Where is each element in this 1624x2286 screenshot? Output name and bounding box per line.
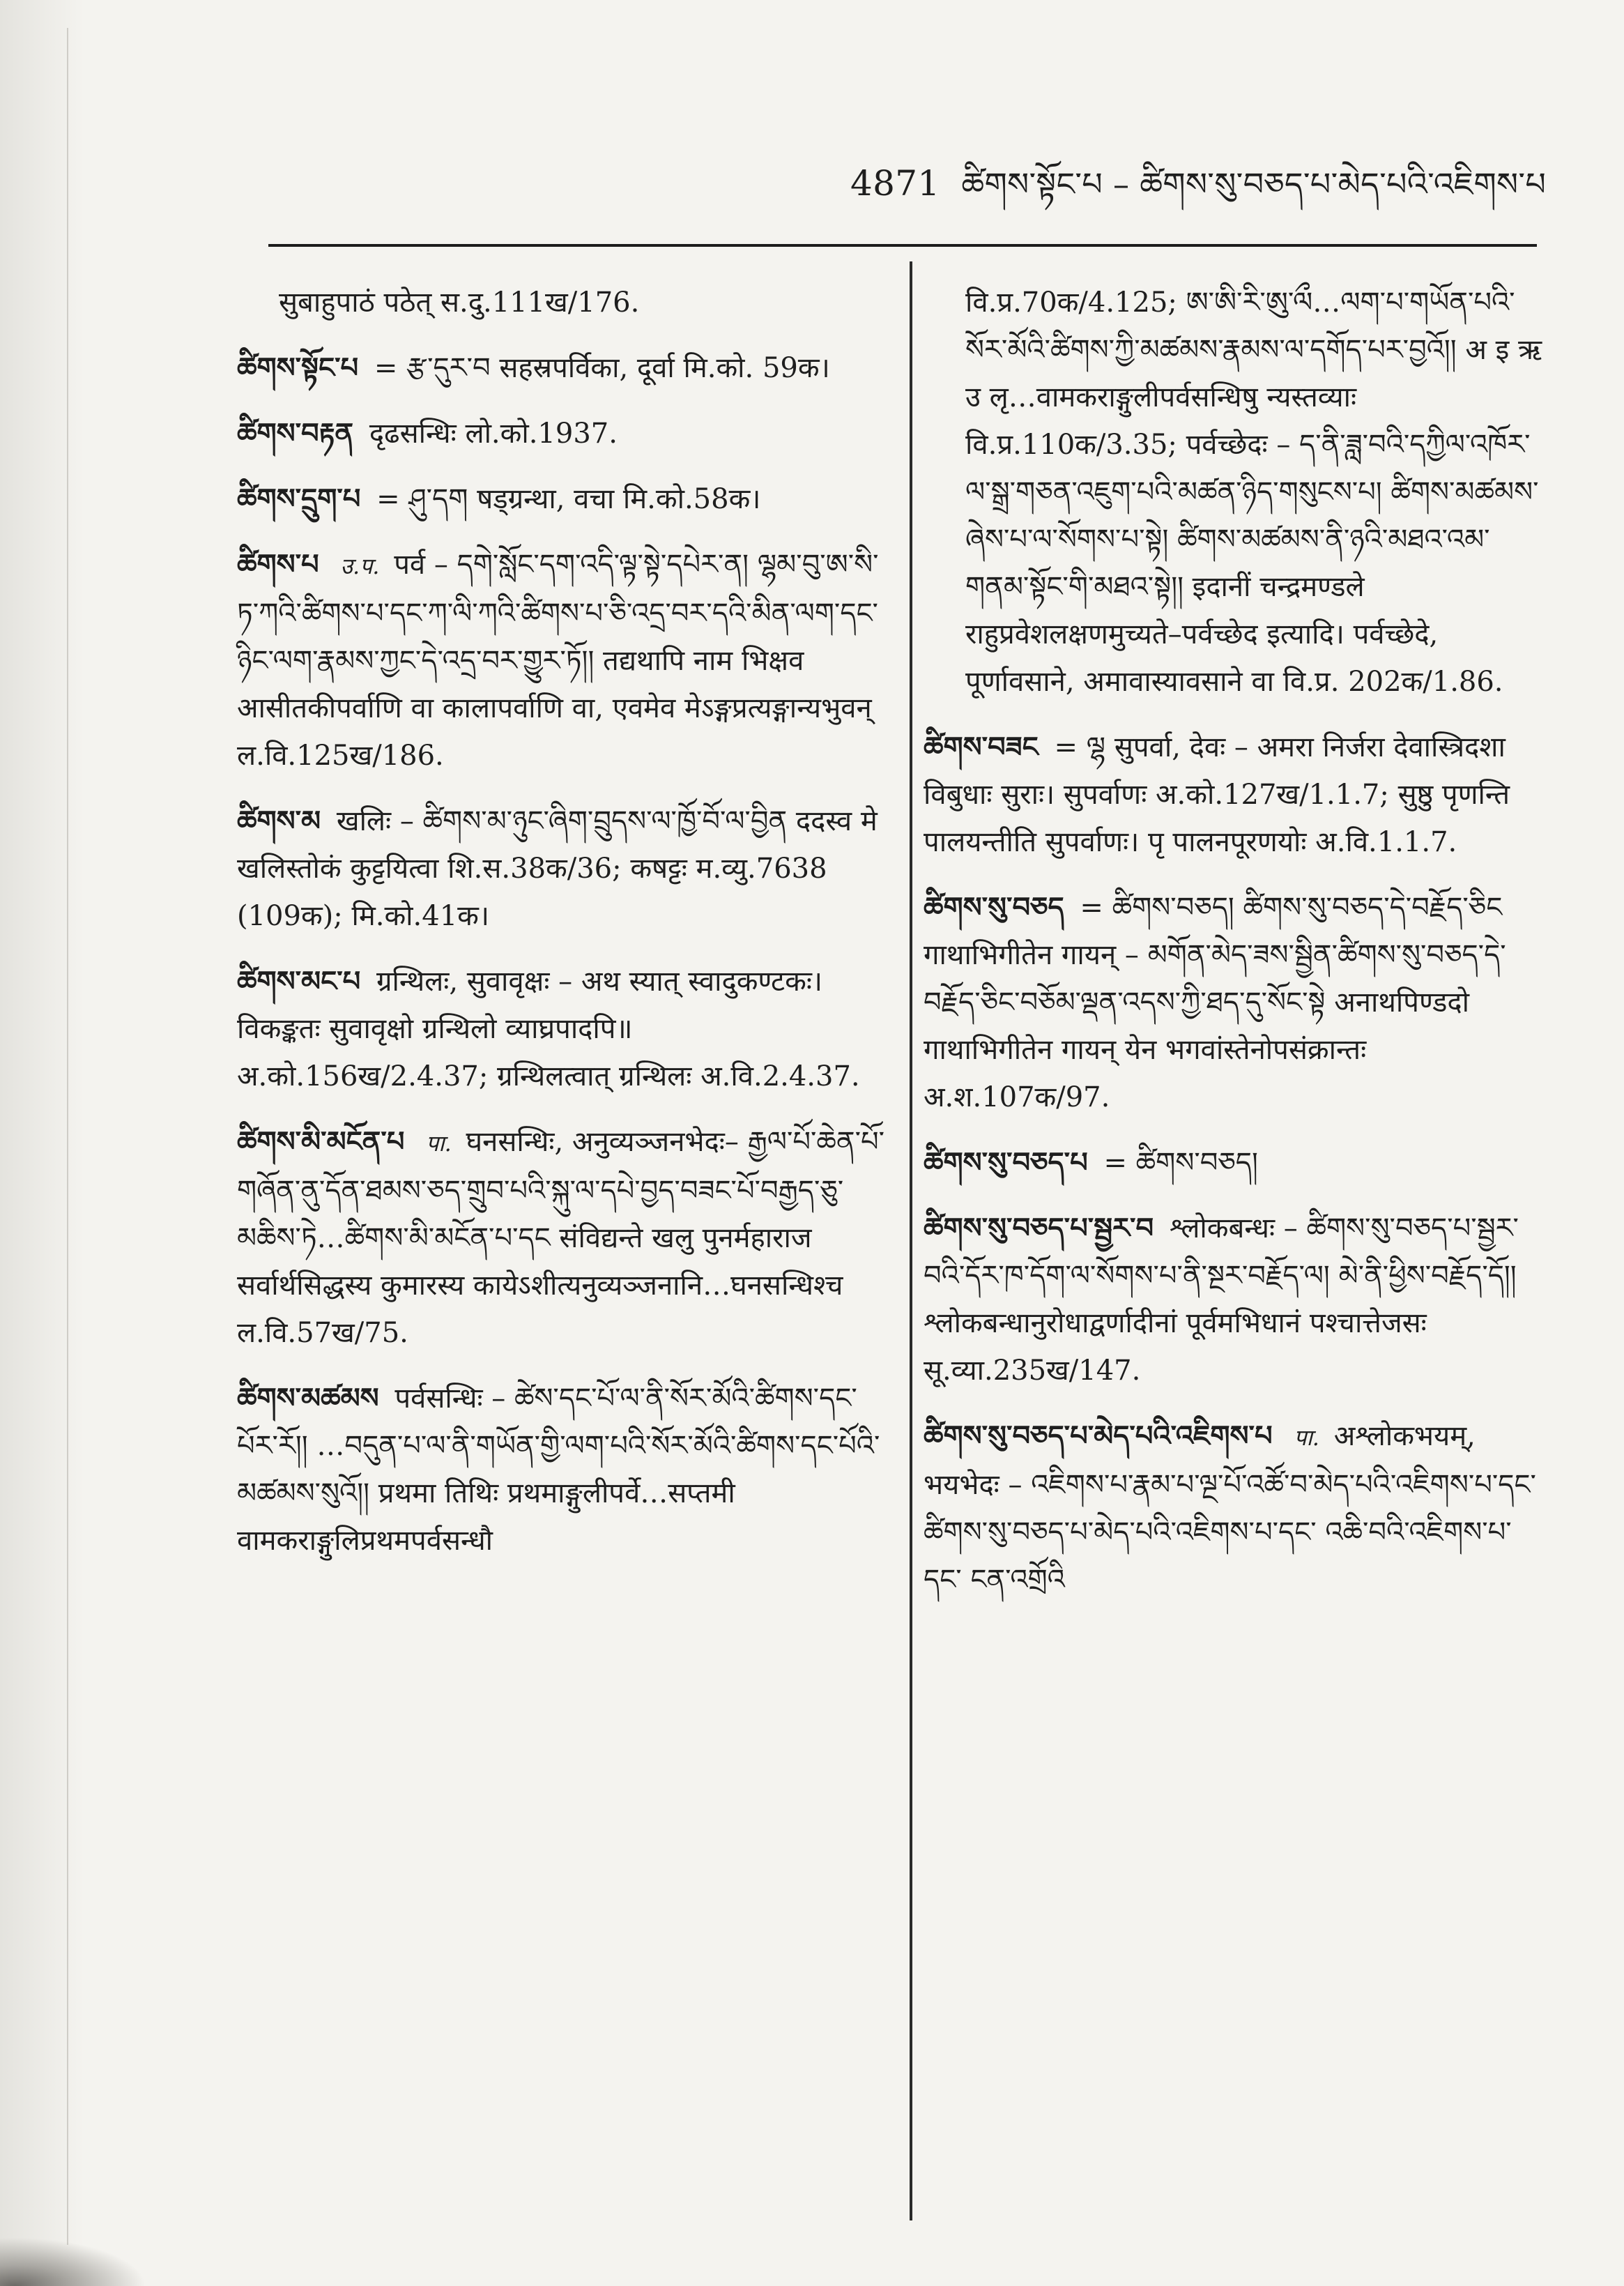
dictionary-entry xyxy=(237,279,885,326)
entry-headword: ཚིགས་དྲུག་པ xyxy=(237,482,361,515)
left-column xyxy=(237,279,885,1583)
entry-text: घनसन्धिः, अनुव्यञ्जनभेदः– རྒྱལ་པོ་ཆེན་པོ་གཞོན་ནུ་དོན་ཐམས་ཅད་གྲུབ་པའི་སྐུ་ལ་དཔེ་བྱད་བཟང་པོ་བརྒྱད་ཅུ་མཆིས་ཏེ…ཚིགས་མི་མངོན་པ་དང संविद्यन्ते खलु पुनर्महाराज सर्वार्थसिद्धस्य कुमारस्य कायेऽशीत्यनुव्यञ्जनानि…घनसन्धिश्च ल.वि.57ख/75. xyxy=(237,1126,885,1349)
dictionary-entry xyxy=(924,1139,1544,1187)
page-header xyxy=(850,149,1547,239)
dictionary-entry xyxy=(237,410,885,457)
dictionary-entry xyxy=(924,724,1544,866)
running-title: ཚིགས་སྟོང་པ – ཚིགས་སུ་བཅད་པ་མེད་པའི་འཇིགས་པ xyxy=(961,165,1547,203)
entry-text: पर्वसन्धिः – ཚེས་དང་པོ་ལ་ནི་སོར་མོའི་ཚིགས་དང་པོར་རོ།། …བདུན་པ་ལ་ནི་གཡོན་གྱི་ལག་པའི་སོར་མོའི་ཚིགས་དང་པོའི་མཚམས་སུའོ།། प्रथमा तिथिः प्रथमाङ्गुलीपर्वे…सप्तमी वामकराङ्गुलिप्रथमपर्वसन्धौ xyxy=(237,1382,880,1557)
entry-text: = ཤུ་དག षड्ग्रन्था, वचा मि.को.58क। xyxy=(376,483,761,515)
column-divider xyxy=(910,261,912,2220)
entry-text: अश्लोकभयम्, भयभेदः – འཇིགས་པ་རྣམ་པ་ལྔ་པོ་འཚོ་བ་མེད་པའི་འཇིགས་པ་དང་ཚིགས་སུ་བཅད་པ་མེད་པའི་འཇིགས་པ་དང་ འཆི་བའི་འཇིགས་པ་དང་ ངན་འགྲོའི xyxy=(924,1420,1536,1596)
dictionary-entry xyxy=(237,344,885,392)
dictionary-entry xyxy=(237,958,885,1100)
header-rule xyxy=(268,244,1537,247)
entry-headword: ཚིགས་མང་པ xyxy=(237,965,361,998)
entry-headword: ཚིགས་མ xyxy=(237,805,321,837)
entry-headword: ཚིགས་སྟོང་པ xyxy=(237,351,359,384)
entry-text: खलिः – ཚིགས་མ་ཉུང་ཞིག་བྲུདས་ལ་ཁྱོ་བོ་ལ་བྱིན ददस्व मे खलिस्तोकं कुट्टयित्वा शि.स.38क/36; कषट्टः म.व्यु.7638 (109क); मि.को.41क। xyxy=(237,805,878,932)
page-number: 4871 xyxy=(850,163,940,204)
entry-text: पर्व – དགེ་སློང་དག་འདི་ལྟ་སྟེ་དཔེར་ན། ལྷམ་བུ་ཨ་སི་ཏ་ཀའི་ཚིགས་པ་དང་ཀ་ལི་ཀའི་ཚིགས་པ་ཅི་འདྲ་བར་དའི་མིན་ལག་དང་ཉིང་ལག་རྣམས་ཀྱང་དེ་འདྲ་བར་གྱུར་ཏོ།། तद्यथापि नाम भिक्षव आसीतकीपर्वाणि वा कालापर्वाणि वा, एवमेव मेऽङ्गप्रत्यङ्गान्यभुवन् ल.वि.125ख/186. xyxy=(237,549,879,772)
entry-headword: ཚིགས་སུ་བཅད xyxy=(924,891,1064,924)
dictionary-entry xyxy=(237,1118,885,1357)
entry-text: वि.प्र.70क/4.125; ཨ་ཨི་ཪི་ཨུ་ལྀ…ལག་པ་གཡོན་པའི་སོར་མོའི་ཚིགས་ཀྱི་མཚམས་རྣམས་ལ་དགོད་པར་བྱའོ།། अ इ ऋ उ लृ…वामकराङ्गुलीपर्वसन्धिषु न्यस्तव्याः वि.प्र.110क/3.35; पर्वच्छेदः – ད་ནི་ཟླ་བའི་དཀྱིལ་འཁོར་ལ་སྒྲ་གཅན་འཇུག་པའི་མཚན་ཉིད་གསུངས་པ། ཚིགས་མཚམས་ཞེས་པ་ལ་སོགས་པ་སྟེ། ཚིགས་མཚམས་ནི་ཉའི་མཐའ་འམ་གནམ་སྟོང་གི་མཐའ་སྟེ།། इदानीं चन्द्रमण्डले राहुप्रवेशलक्षणमुच्यते–पर्वच्छेद इत्यादि। पर्वच्छेदे, पूर्णावसाने, अमावास्यावसाने वा वि.प्र. 202क/1.86. xyxy=(965,287,1542,698)
dictionary-entry xyxy=(924,1412,1544,1603)
dictionary-entry xyxy=(924,279,1544,706)
dictionary-entry xyxy=(924,1205,1544,1394)
grammar-label: उ.प. xyxy=(340,553,380,579)
dictionary-entry xyxy=(237,798,885,940)
scan-smudge xyxy=(0,2237,146,2286)
entry-headword: ཚིགས་པ xyxy=(237,548,319,581)
entry-headword: ཚིགས་སུ་བཅད་པ་མེད་པའི་འཇིགས་པ xyxy=(924,1419,1273,1452)
entry-headword: ཚིགས་མཚམས xyxy=(237,1382,379,1415)
dictionary-entry xyxy=(237,541,885,779)
entry-text: श्लोकबन्धः – ཚིགས་སུ་བཅད་པ་སྦྱར་བའི་དོར་ཁ་དོག་ལ་སོགས་པ་ནི་སྔར་བརྗོད་ལ། མེ་ནི་ཕྱིས་བརྗོད་དོ།། श्लोकबन्धानुरोधाद्वर्णादीनां पूर्वमभिधानं पश्चात्तेजसः सू.व्या.235ख/147. xyxy=(924,1212,1519,1387)
entry-headword: ཚིགས་བརྟན xyxy=(237,417,354,450)
entry-text: = ལྷ सुपर्वा, देवः – अमरा निर्जरा देवास्त्रिदशा विबुधाः सुराः। सुपर्वाणः अ.को.127ख/1.1.7; सुष्ठु पृणन्ति पालयन्तीति सुपर्वाणः। पृ पालनपूरणयोः अ.वि.1.1.7. xyxy=(924,731,1510,858)
right-column xyxy=(924,279,1544,1622)
dictionary-entry xyxy=(237,1375,885,1564)
grammar-label: पा. xyxy=(1294,1424,1319,1451)
entry-text: = ཚིགས་བཅད། xyxy=(1103,1147,1258,1179)
grammar-label: पा. xyxy=(426,1130,452,1157)
dictionary-entry xyxy=(237,475,885,523)
entry-headword: ཚིགས་བཟང xyxy=(924,731,1039,763)
entry-headword: ཚིགས་མི་མངོན་པ xyxy=(237,1125,405,1158)
dictionary-entry xyxy=(924,884,1544,1121)
entry-text: दृढसन्धिः लो.को.1937. xyxy=(369,418,618,450)
entry-text: ग्रन्थिलः, सुवावृक्षः – अथ स्यात् स्वादुकण्टकः। विकङ्कतः सुवावृक्षो ग्रन्थिलो व्याघ्रपादपि॥ अ.को.156ख/2.4.37; ग्रन्थिलत्वात् ग्रन्थिलः अ.वि.2.4.37. xyxy=(237,966,860,1092)
entry-text: = རྩ་དུར་བ सहस्रपर्विका, दूर्वा मि.को. 59क। xyxy=(374,352,830,384)
entry-text: सुबाहुपाठं पठेत् स.दु.111ख/176. xyxy=(279,287,640,319)
entry-headword: ཚིགས་སུ་བཅད་པ་སྦྱར་བ xyxy=(924,1212,1154,1244)
entry-headword: ཚིགས་སུ་བཅད་པ xyxy=(924,1146,1088,1179)
entry-text: = ཚིགས་བཅད། ཚིགས་སུ་བཅད་དེ་བརྗོད་ཅིང गाथाभिगीतेन गायन् – མགོན་མེད་ཟས་སྦྱིན་ཚིགས་སུ་བཅད་དེ་བརྗོད་ཅིང་བཅོམ་ལྡན་འདས་ཀྱི་ཐད་དུ་སོང་སྟེ अनाथपिण्डदो गाथाभिगीतेन गायन् येन भगवांस्तेनोपसंक्रान्तः अ.श.107क/97. xyxy=(924,892,1506,1113)
binding-shadow xyxy=(67,28,68,2245)
scan-margin xyxy=(0,0,84,2286)
